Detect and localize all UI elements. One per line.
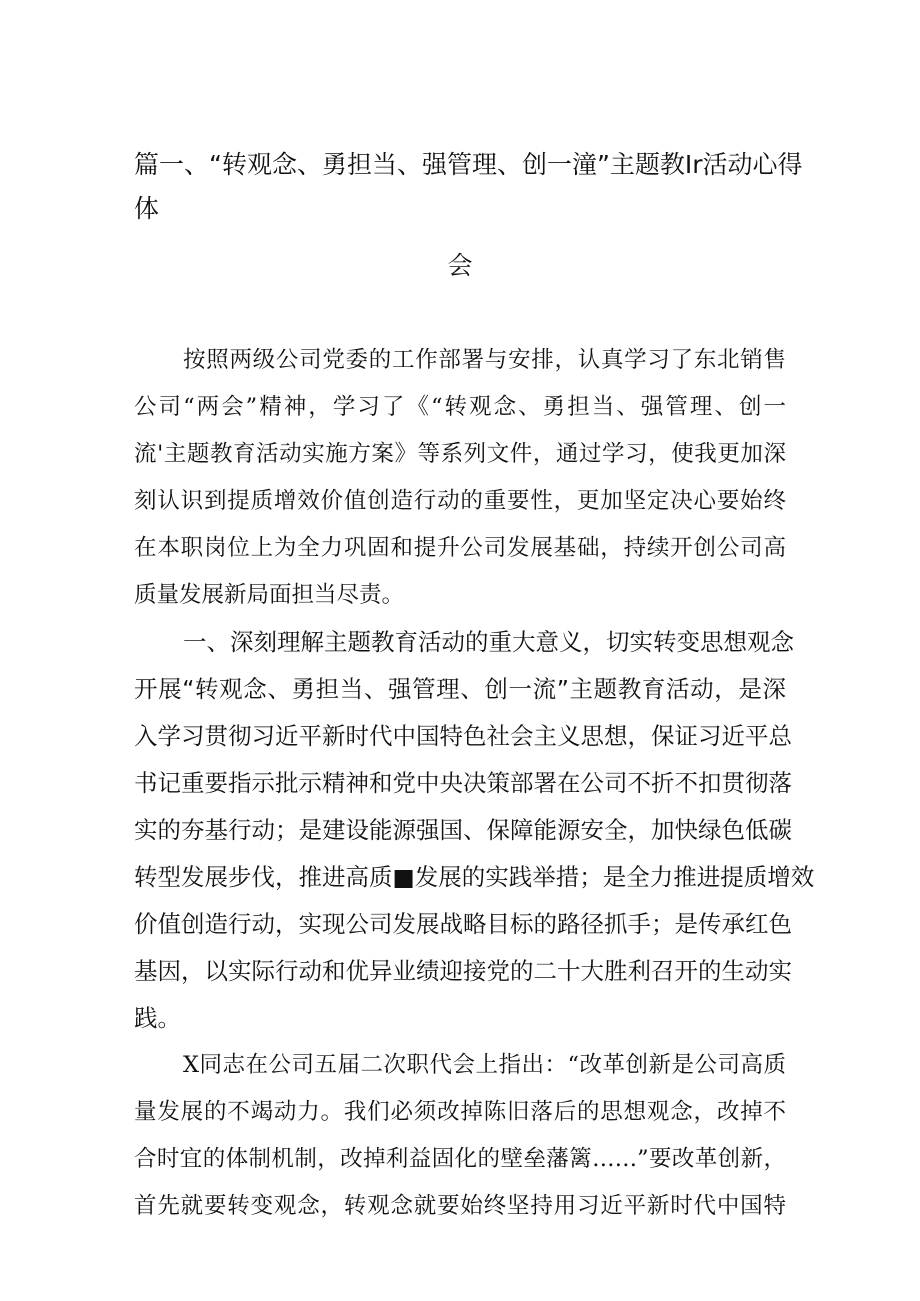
paragraph-1-line: 公司“两会”精神，学习了《“转观念、勇担当、强管理、创一 — [134, 394, 786, 420]
section-1-line: 开展“转观念、勇担当、强管理、创一流”主题教育活动，是深 — [134, 675, 786, 703]
section-1-line: 入学习贯彻习近平新时代中国特色社会主义思想，保证习近平总 — [134, 722, 792, 750]
section-1-line: 基因，以实际行动和优异业绩迎接党的二十大胜利召开的生动实 — [134, 957, 792, 985]
section-1-line: 转型发展步伐，推进高质■发展的实践举措；是全力推进提质增效 — [134, 863, 815, 891]
paragraph-3-line: 量发展的不竭动力。我们必须改掉陈旧落后的思想观念，改掉不 — [134, 1099, 786, 1125]
paragraph-3-line: 合时宜的体制机制，改掉利益固化的壁垒藩篱……”要改革创新， — [134, 1146, 786, 1172]
paragraph-3-line: X同志在公司五届二次职代会上指出：“改革创新是公司高质 — [183, 1052, 786, 1078]
paragraph-3-line: 首先就要转变观念，转观念就要始终坚持用习近平新时代中国特 — [134, 1193, 786, 1219]
paragraph-1-line: 在本职岗位上为全力巩固和提升公司发展基础，持续开创公司高 — [134, 535, 786, 561]
paragraph-1-line: 流'主题教育活动实施方案》等系列文件，通过学习，使我更加深 — [134, 441, 786, 467]
section-1-line: 实的夯基行动；是建设能源强国、保障能源安全，加快绿色低碳 — [134, 816, 792, 844]
title-line-3: 会 — [447, 251, 473, 280]
paragraph-1-line: 按照两级公司党委的工作部署与安排，认真学习了东北销售 — [183, 347, 786, 373]
section-1-heading: 一、深刻理解主题教育活动的重大意义，切实转变思想观念 — [183, 628, 794, 656]
section-1-line: 书记重要指示批示精神和党中央决策部署在公司不折不扣贯彻落 — [134, 769, 792, 797]
title-line-2: 体 — [134, 194, 160, 223]
title-line-1: 篇一、“转观念、勇担当、强管理、创一潼”主题教Ir活动心得 — [134, 150, 803, 179]
paragraph-1-line: 质量发展新局面担当尽责。 — [134, 582, 405, 608]
section-1-line: 价值创造行动，实现公司发展战略目标的路径抓手；是传承红色 — [134, 910, 792, 938]
section-1-line: 践。 — [134, 1004, 181, 1032]
paragraph-1-line: 刻认识到提质增效价值创造行动的重要性，更加坚定决心要始终 — [134, 488, 786, 514]
